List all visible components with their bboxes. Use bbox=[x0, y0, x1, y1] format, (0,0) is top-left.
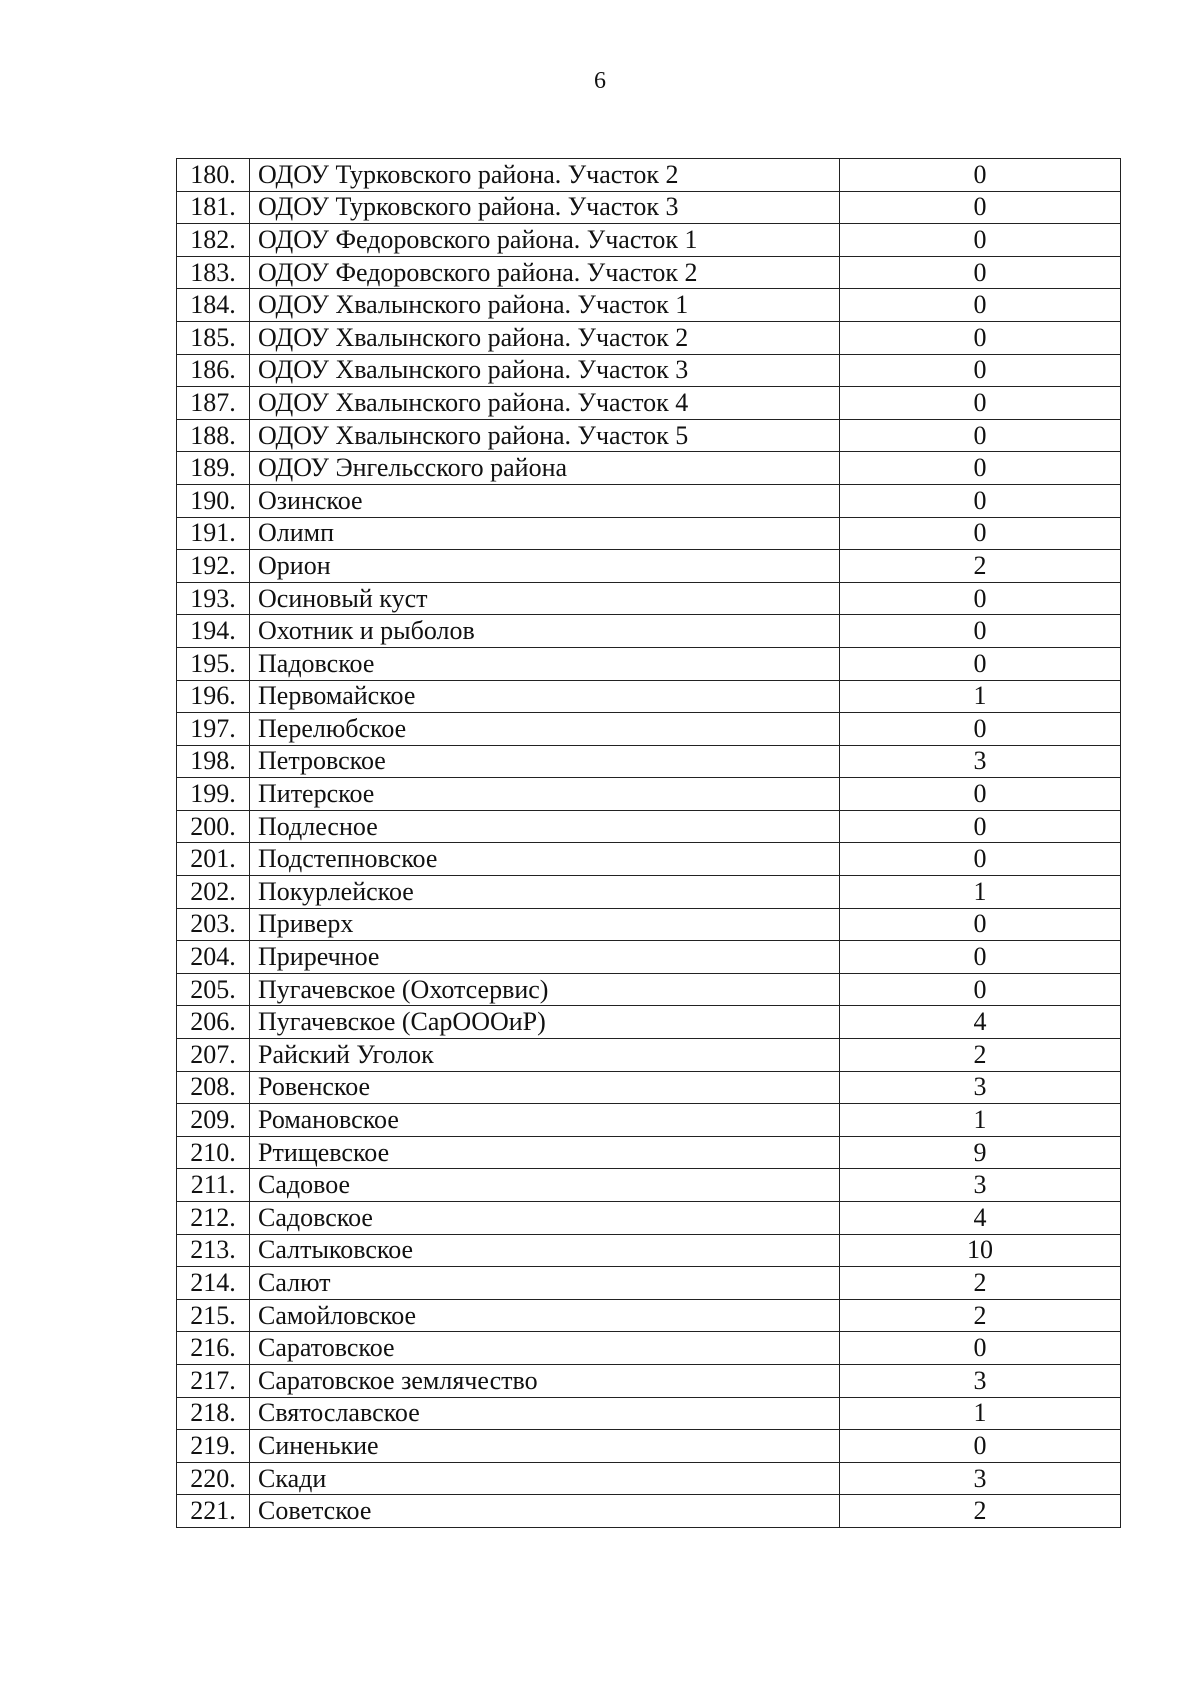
row-number-cell: 183. bbox=[177, 256, 250, 289]
table-row bbox=[177, 224, 1121, 257]
row-name-cell: Ртищевское bbox=[250, 1136, 840, 1169]
row-number-cell: 196. bbox=[177, 680, 250, 713]
row-value-cell: 2 bbox=[840, 1299, 1121, 1332]
row-value-cell: 0 bbox=[840, 843, 1121, 876]
row-value-cell: 0 bbox=[840, 713, 1121, 746]
row-name-cell: Первомайское bbox=[250, 680, 840, 713]
table-row bbox=[177, 941, 1121, 974]
row-name-cell: Саратовское землячество bbox=[250, 1364, 840, 1397]
row-name-cell: Орион bbox=[250, 550, 840, 583]
row-name-cell: Олимп bbox=[250, 517, 840, 550]
row-number-cell: 194. bbox=[177, 615, 250, 648]
row-value-cell: 2 bbox=[840, 550, 1121, 583]
row-name-cell: Скади bbox=[250, 1462, 840, 1495]
row-number-cell: 220. bbox=[177, 1462, 250, 1495]
row-number-cell: 221. bbox=[177, 1495, 250, 1528]
row-value-cell: 0 bbox=[840, 452, 1121, 485]
row-number-cell: 184. bbox=[177, 289, 250, 322]
row-name-cell: ОДОУ Хвалынского района. Участок 5 bbox=[250, 419, 840, 452]
row-number-cell: 185. bbox=[177, 321, 250, 354]
row-value-cell: 3 bbox=[840, 745, 1121, 778]
row-name-cell: ОДОУ Хвалынского района. Участок 2 bbox=[250, 321, 840, 354]
row-number-cell: 211. bbox=[177, 1169, 250, 1202]
row-number-cell: 198. bbox=[177, 745, 250, 778]
table-row bbox=[177, 647, 1121, 680]
row-name-cell: Падовское bbox=[250, 647, 840, 680]
row-name-cell: Салют bbox=[250, 1267, 840, 1300]
row-name-cell: ОДОУ Хвалынского района. Участок 4 bbox=[250, 387, 840, 420]
row-number-cell: 209. bbox=[177, 1104, 250, 1137]
page-number: 6 bbox=[594, 68, 606, 94]
row-value-cell: 0 bbox=[840, 1332, 1121, 1365]
table-row bbox=[177, 484, 1121, 517]
row-name-cell: Пугачевское (СарОООиР) bbox=[250, 1006, 840, 1039]
row-value-cell: 0 bbox=[840, 191, 1121, 224]
row-name-cell: Приверх bbox=[250, 908, 840, 941]
row-name-cell: Синенькие bbox=[250, 1430, 840, 1463]
table-row bbox=[177, 1006, 1121, 1039]
row-number-cell: 214. bbox=[177, 1267, 250, 1300]
row-number-cell: 199. bbox=[177, 778, 250, 811]
row-value-cell: 0 bbox=[840, 615, 1121, 648]
row-name-cell: Романовское bbox=[250, 1104, 840, 1137]
row-name-cell: Советское bbox=[250, 1495, 840, 1528]
row-name-cell: Охотник и рыболов bbox=[250, 615, 840, 648]
row-name-cell: Садовское bbox=[250, 1202, 840, 1235]
row-name-cell: Покурлейское bbox=[250, 876, 840, 909]
row-number-cell: 212. bbox=[177, 1202, 250, 1235]
row-number-cell: 215. bbox=[177, 1299, 250, 1332]
row-value-cell: 3 bbox=[840, 1462, 1121, 1495]
row-value-cell: 0 bbox=[840, 387, 1121, 420]
hunting-grounds-table bbox=[176, 158, 1121, 1528]
row-number-cell: 200. bbox=[177, 810, 250, 843]
row-name-cell: Осиновый куст bbox=[250, 582, 840, 615]
row-number-cell: 189. bbox=[177, 452, 250, 485]
row-name-cell: ОДОУ Федоровского района. Участок 1 bbox=[250, 224, 840, 257]
row-number-cell: 205. bbox=[177, 973, 250, 1006]
table-row bbox=[177, 1397, 1121, 1430]
table-row bbox=[177, 550, 1121, 583]
row-value-cell: 4 bbox=[840, 1006, 1121, 1039]
table-row bbox=[177, 354, 1121, 387]
row-value-cell: 10 bbox=[840, 1234, 1121, 1267]
table-row bbox=[177, 289, 1121, 322]
row-name-cell: Райский Уголок bbox=[250, 1039, 840, 1072]
row-name-cell: Перелюбское bbox=[250, 713, 840, 746]
table-row bbox=[177, 680, 1121, 713]
table-row bbox=[177, 1169, 1121, 1202]
row-number-cell: 206. bbox=[177, 1006, 250, 1039]
table-row bbox=[177, 517, 1121, 550]
table-row bbox=[177, 1430, 1121, 1463]
row-value-cell: 3 bbox=[840, 1364, 1121, 1397]
row-name-cell: Питерское bbox=[250, 778, 840, 811]
row-number-cell: 191. bbox=[177, 517, 250, 550]
row-value-cell: 0 bbox=[840, 908, 1121, 941]
row-value-cell: 9 bbox=[840, 1136, 1121, 1169]
table-row bbox=[177, 908, 1121, 941]
row-value-cell: 0 bbox=[840, 647, 1121, 680]
row-number-cell: 216. bbox=[177, 1332, 250, 1365]
row-name-cell: Салтыковское bbox=[250, 1234, 840, 1267]
row-value-cell: 0 bbox=[840, 778, 1121, 811]
table-row bbox=[177, 1267, 1121, 1300]
row-value-cell: 2 bbox=[840, 1495, 1121, 1528]
table-row bbox=[177, 778, 1121, 811]
row-number-cell: 186. bbox=[177, 354, 250, 387]
row-value-cell: 2 bbox=[840, 1267, 1121, 1300]
row-value-cell: 1 bbox=[840, 680, 1121, 713]
row-number-cell: 219. bbox=[177, 1430, 250, 1463]
row-number-cell: 207. bbox=[177, 1039, 250, 1072]
table-row bbox=[177, 1234, 1121, 1267]
row-number-cell: 208. bbox=[177, 1071, 250, 1104]
row-name-cell: ОДОУ Хвалынского района. Участок 1 bbox=[250, 289, 840, 322]
table-row bbox=[177, 843, 1121, 876]
table-row bbox=[177, 713, 1121, 746]
row-number-cell: 182. bbox=[177, 224, 250, 257]
row-value-cell: 0 bbox=[840, 484, 1121, 517]
row-number-cell: 188. bbox=[177, 419, 250, 452]
row-name-cell: ОДОУ Турковского района. Участок 3 bbox=[250, 191, 840, 224]
table-row bbox=[177, 1136, 1121, 1169]
row-name-cell: ОДОУ Турковского района. Участок 2 bbox=[250, 159, 840, 192]
table-row bbox=[177, 1071, 1121, 1104]
row-value-cell: 0 bbox=[840, 941, 1121, 974]
table-row bbox=[177, 452, 1121, 485]
table-row bbox=[177, 745, 1121, 778]
row-name-cell: Приречное bbox=[250, 941, 840, 974]
row-number-cell: 197. bbox=[177, 713, 250, 746]
row-name-cell: ОДОУ Энгельсского района bbox=[250, 452, 840, 485]
table-row bbox=[177, 1039, 1121, 1072]
table-row bbox=[177, 810, 1121, 843]
row-number-cell: 204. bbox=[177, 941, 250, 974]
row-name-cell: Подлесное bbox=[250, 810, 840, 843]
table-row bbox=[177, 876, 1121, 909]
table-row bbox=[177, 1495, 1121, 1528]
row-name-cell: ОДОУ Хвалынского района. Участок 3 bbox=[250, 354, 840, 387]
row-value-cell: 2 bbox=[840, 1039, 1121, 1072]
row-value-cell: 0 bbox=[840, 289, 1121, 322]
row-name-cell: Садовое bbox=[250, 1169, 840, 1202]
row-value-cell: 3 bbox=[840, 1169, 1121, 1202]
row-name-cell: Саратовское bbox=[250, 1332, 840, 1365]
row-number-cell: 180. bbox=[177, 159, 250, 192]
row-number-cell: 192. bbox=[177, 550, 250, 583]
row-name-cell: Пугачевское (Охотсервис) bbox=[250, 973, 840, 1006]
row-value-cell: 1 bbox=[840, 1104, 1121, 1137]
row-name-cell: Святославское bbox=[250, 1397, 840, 1430]
row-number-cell: 202. bbox=[177, 876, 250, 909]
row-number-cell: 201. bbox=[177, 843, 250, 876]
row-value-cell: 0 bbox=[840, 973, 1121, 1006]
table-row bbox=[177, 1299, 1121, 1332]
row-number-cell: 218. bbox=[177, 1397, 250, 1430]
table-body bbox=[177, 159, 1121, 1528]
row-name-cell: Ровенское bbox=[250, 1071, 840, 1104]
row-name-cell: Подстепновское bbox=[250, 843, 840, 876]
table-row bbox=[177, 191, 1121, 224]
row-number-cell: 213. bbox=[177, 1234, 250, 1267]
row-number-cell: 181. bbox=[177, 191, 250, 224]
row-number-cell: 210. bbox=[177, 1136, 250, 1169]
row-name-cell: ОДОУ Федоровского района. Участок 2 bbox=[250, 256, 840, 289]
row-value-cell: 1 bbox=[840, 876, 1121, 909]
row-number-cell: 195. bbox=[177, 647, 250, 680]
row-value-cell: 3 bbox=[840, 1071, 1121, 1104]
table-row bbox=[177, 973, 1121, 1006]
row-value-cell: 0 bbox=[840, 810, 1121, 843]
row-value-cell: 0 bbox=[840, 419, 1121, 452]
row-value-cell: 0 bbox=[840, 1430, 1121, 1463]
row-value-cell: 0 bbox=[840, 321, 1121, 354]
row-number-cell: 217. bbox=[177, 1364, 250, 1397]
table-row bbox=[177, 1332, 1121, 1365]
table-row bbox=[177, 1202, 1121, 1235]
row-number-cell: 190. bbox=[177, 484, 250, 517]
table-row bbox=[177, 582, 1121, 615]
table-row bbox=[177, 419, 1121, 452]
row-number-cell: 193. bbox=[177, 582, 250, 615]
row-value-cell: 0 bbox=[840, 256, 1121, 289]
row-value-cell: 0 bbox=[840, 159, 1121, 192]
table-row bbox=[177, 159, 1121, 192]
row-number-cell: 187. bbox=[177, 387, 250, 420]
row-number-cell: 203. bbox=[177, 908, 250, 941]
row-name-cell: Озинское bbox=[250, 484, 840, 517]
row-value-cell: 4 bbox=[840, 1202, 1121, 1235]
row-value-cell: 1 bbox=[840, 1397, 1121, 1430]
table-row bbox=[177, 615, 1121, 648]
row-name-cell: Петровское bbox=[250, 745, 840, 778]
row-value-cell: 0 bbox=[840, 582, 1121, 615]
row-value-cell: 0 bbox=[840, 354, 1121, 387]
table-row bbox=[177, 1462, 1121, 1495]
table-row bbox=[177, 1104, 1121, 1137]
table-row bbox=[177, 321, 1121, 354]
table-row bbox=[177, 256, 1121, 289]
row-value-cell: 0 bbox=[840, 224, 1121, 257]
row-name-cell: Самойловское bbox=[250, 1299, 840, 1332]
table-row bbox=[177, 1364, 1121, 1397]
table-row bbox=[177, 387, 1121, 420]
row-value-cell: 0 bbox=[840, 517, 1121, 550]
